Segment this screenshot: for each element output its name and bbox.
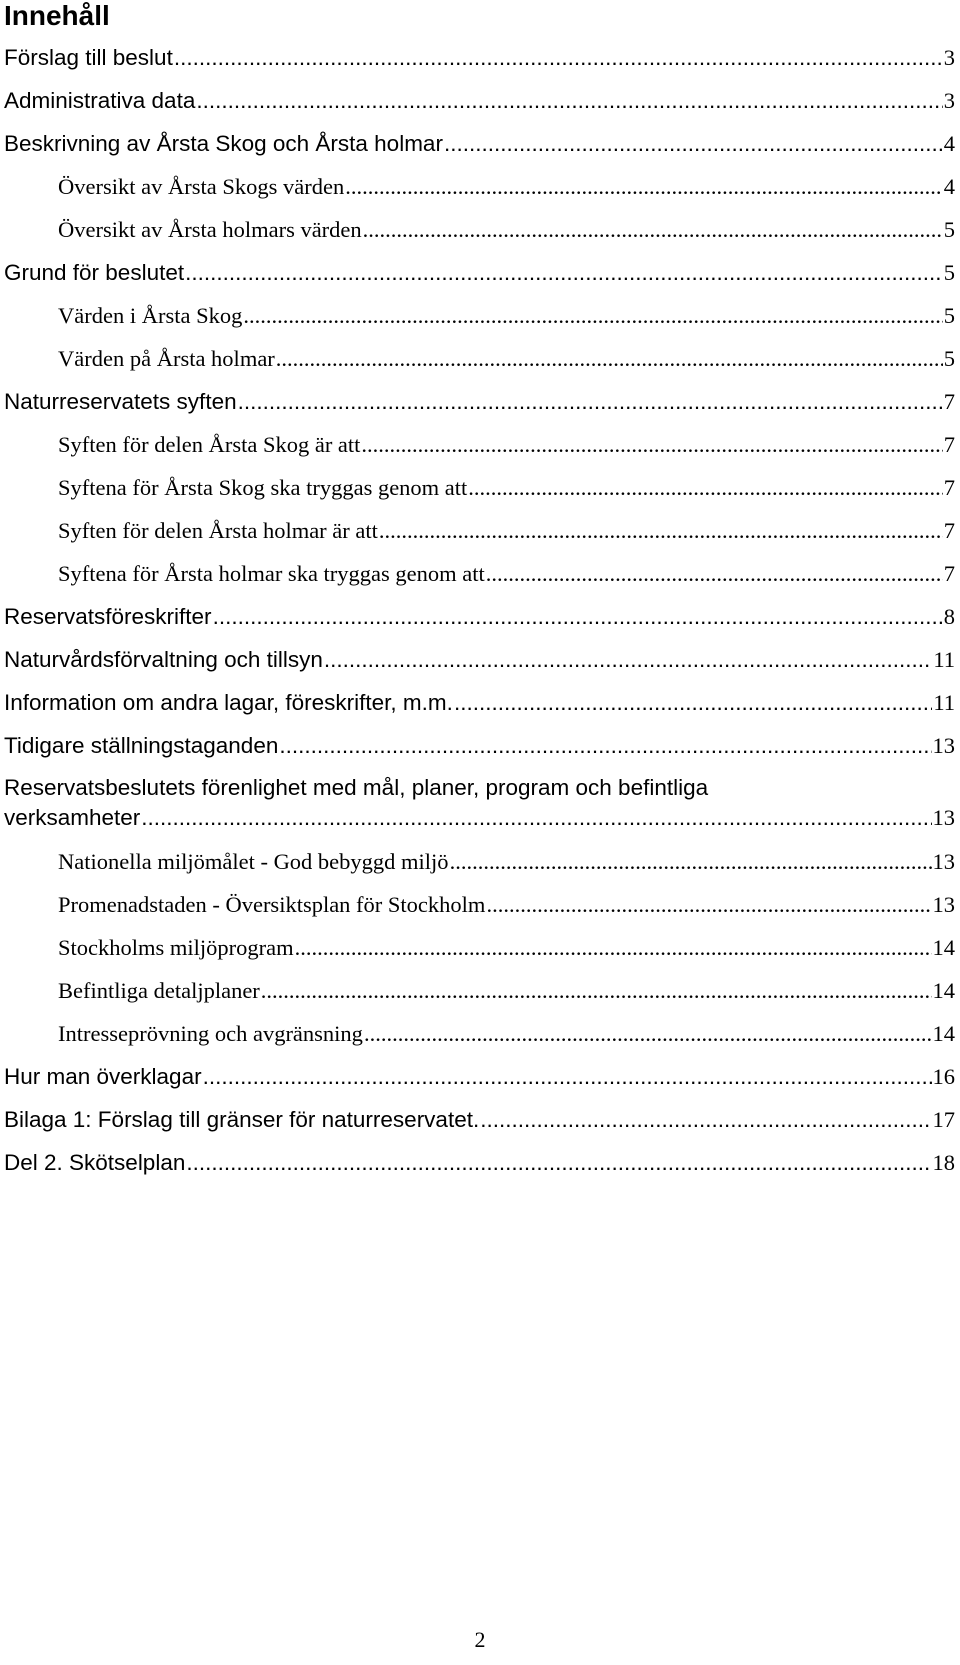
toc-entry-label: Förslag till beslut xyxy=(4,45,173,70)
toc-leader-dots xyxy=(243,294,942,337)
toc-entry-label: Naturvårdsförvaltning och tillsyn xyxy=(4,647,323,672)
toc-leader-dots xyxy=(141,803,931,833)
toc-entry-page: 16 xyxy=(932,1064,955,1089)
toc-leader-dots xyxy=(345,165,943,208)
toc-entry-page: 7 xyxy=(943,389,955,414)
toc-leader-dots xyxy=(486,883,931,926)
toc-subentry[interactable] xyxy=(0,165,960,208)
toc-entry-label: Nationella miljömålet - God bebyggd miljö xyxy=(58,849,449,874)
toc-entry-page: 3 xyxy=(943,88,955,113)
toc-entry-label: Intresseprövning och avgränsning xyxy=(58,1021,363,1046)
toc-entry-page: 5 xyxy=(943,346,955,371)
toc-entry-label: Del 2. Skötselplan xyxy=(4,1150,186,1175)
toc-entry-page: 4 xyxy=(943,131,955,156)
table-of-contents xyxy=(0,36,960,1184)
toc-entry-label: Naturreservatets syften xyxy=(4,389,237,414)
toc-subentry[interactable] xyxy=(0,208,960,251)
toc-leader-dots xyxy=(363,208,943,251)
toc-entry-page: 14 xyxy=(932,935,955,960)
toc-subentry[interactable] xyxy=(0,840,960,883)
toc-entry-label: Grund för beslutet xyxy=(4,260,185,285)
toc-subentry[interactable] xyxy=(0,883,960,926)
toc-leader-dots xyxy=(486,552,943,595)
toc-entry-page: 13 xyxy=(932,892,955,917)
toc-entry-label-continued: verksamheter xyxy=(4,805,141,830)
toc-entry[interactable] xyxy=(0,767,960,840)
toc-entry-page: 5 xyxy=(943,260,955,285)
toc-leader-dots xyxy=(361,423,942,466)
toc-entry-page: 7 xyxy=(943,475,955,500)
toc-entry-label: Hur man överklagar xyxy=(4,1064,202,1089)
toc-entry[interactable] xyxy=(0,1098,960,1141)
toc-leader-dots xyxy=(276,337,943,380)
toc-entry-page: 3 xyxy=(943,45,955,70)
toc-subentry[interactable] xyxy=(0,969,960,1012)
toc-entry[interactable] xyxy=(0,681,960,724)
toc-subentry[interactable] xyxy=(0,466,960,509)
toc-leader-dots xyxy=(185,251,943,294)
toc-entry-label: Översikt av Årsta Skogs värden xyxy=(58,174,345,199)
toc-entry-page: 13 xyxy=(932,733,955,758)
toc-entry[interactable] xyxy=(0,724,960,767)
toc-entry-page: 5 xyxy=(943,217,955,242)
toc-leader-dots xyxy=(364,1012,932,1055)
toc-entry[interactable] xyxy=(0,380,960,423)
toc-entry-page: 18 xyxy=(932,1150,955,1175)
toc-leader-dots xyxy=(468,466,942,509)
toc-entry-label: Reservatsföreskrifter xyxy=(4,604,212,629)
toc-leader-dots xyxy=(450,840,932,883)
toc-entry-page: 8 xyxy=(943,604,955,629)
toc-entry-page: 14 xyxy=(932,1021,955,1046)
toc-entry-label: Värden på Årsta holmar xyxy=(58,346,275,371)
toc-entry-page: 11 xyxy=(933,690,955,715)
toc-entry-page: 7 xyxy=(943,518,955,543)
toc-subentry[interactable] xyxy=(0,423,960,466)
toc-leader-dots xyxy=(196,79,942,122)
toc-subentry[interactable] xyxy=(0,294,960,337)
toc-leader-dots xyxy=(261,969,932,1012)
toc-entry-label: Reservatsbeslutets förenlighet med mål, planer, program och befintliga xyxy=(4,775,709,800)
toc-leader-dots xyxy=(203,1055,932,1098)
toc-entry-label: Syften för delen Årsta Skog är att xyxy=(58,432,361,457)
toc-leader-dots xyxy=(444,122,943,165)
toc-entry-page: 5 xyxy=(943,303,955,328)
toc-entry-label: Bilaga 1: Förslag till gränser för naturreservatet. xyxy=(4,1107,480,1132)
toc-entry[interactable] xyxy=(0,638,960,681)
toc-entry-page: 14 xyxy=(932,978,955,1003)
toc-leader-dots xyxy=(480,1098,931,1141)
toc-leader-dots xyxy=(238,380,943,423)
toc-entry-label: Befintliga detaljplaner xyxy=(58,978,260,1003)
toc-leader-dots xyxy=(324,638,932,681)
toc-entry[interactable] xyxy=(0,251,960,294)
toc-entry-label: Syften för delen Årsta holmar är att xyxy=(58,518,378,543)
toc-entry[interactable] xyxy=(0,595,960,638)
toc-entry[interactable] xyxy=(0,1055,960,1098)
toc-entry-label: Översikt av Årsta holmars värden xyxy=(58,217,362,242)
toc-leader-dots xyxy=(213,595,943,638)
toc-entry-page: 13 xyxy=(932,805,955,830)
toc-entry-label: Stockholms miljöprogram xyxy=(58,935,294,960)
toc-entry[interactable] xyxy=(0,122,960,165)
toc-subentry[interactable] xyxy=(0,509,960,552)
toc-entry-label: Information om andra lagar, föreskrifter, m.m. xyxy=(4,690,453,715)
toc-leader-dots xyxy=(295,926,932,969)
toc-entry-label: Promenadstaden - Översiktsplan för Stockholm xyxy=(58,892,486,917)
toc-entry-page: 7 xyxy=(943,561,955,586)
toc-entry-label: Administrativa data xyxy=(4,88,196,113)
toc-leader-dots xyxy=(174,36,943,79)
toc-entry-label: Beskrivning av Årsta Skog och Årsta holmar xyxy=(4,131,443,156)
toc-entry[interactable] xyxy=(0,79,960,122)
toc-leader-dots xyxy=(186,1141,931,1184)
toc-entry-label: Tidigare ställningstaganden xyxy=(4,733,279,758)
toc-entry[interactable] xyxy=(0,1141,960,1184)
toc-entry-page: 7 xyxy=(943,432,955,457)
toc-entry-page: 4 xyxy=(943,174,955,199)
toc-leader-dots xyxy=(454,681,932,724)
toc-entry[interactable] xyxy=(0,36,960,79)
toc-subentry[interactable] xyxy=(0,337,960,380)
toc-entry-page: 13 xyxy=(932,849,955,874)
toc-leader-dots xyxy=(379,509,943,552)
toc-entry-label: Syftena för Årsta Skog ska tryggas genom att xyxy=(58,475,468,500)
toc-subentry[interactable] xyxy=(0,1012,960,1055)
toc-entry-page: 11 xyxy=(933,647,955,672)
toc-entry-label: Syftena för Årsta holmar ska tryggas genom att xyxy=(58,561,485,586)
toc-heading: Innehåll xyxy=(4,0,110,31)
toc-subentry[interactable] xyxy=(0,552,960,595)
toc-entry-label: Värden i Årsta Skog xyxy=(58,303,243,328)
page-number: 2 xyxy=(474,1627,486,1652)
toc-subentry[interactable] xyxy=(0,926,960,969)
toc-leader-dots xyxy=(279,724,931,767)
toc-entry-page: 17 xyxy=(932,1107,955,1132)
